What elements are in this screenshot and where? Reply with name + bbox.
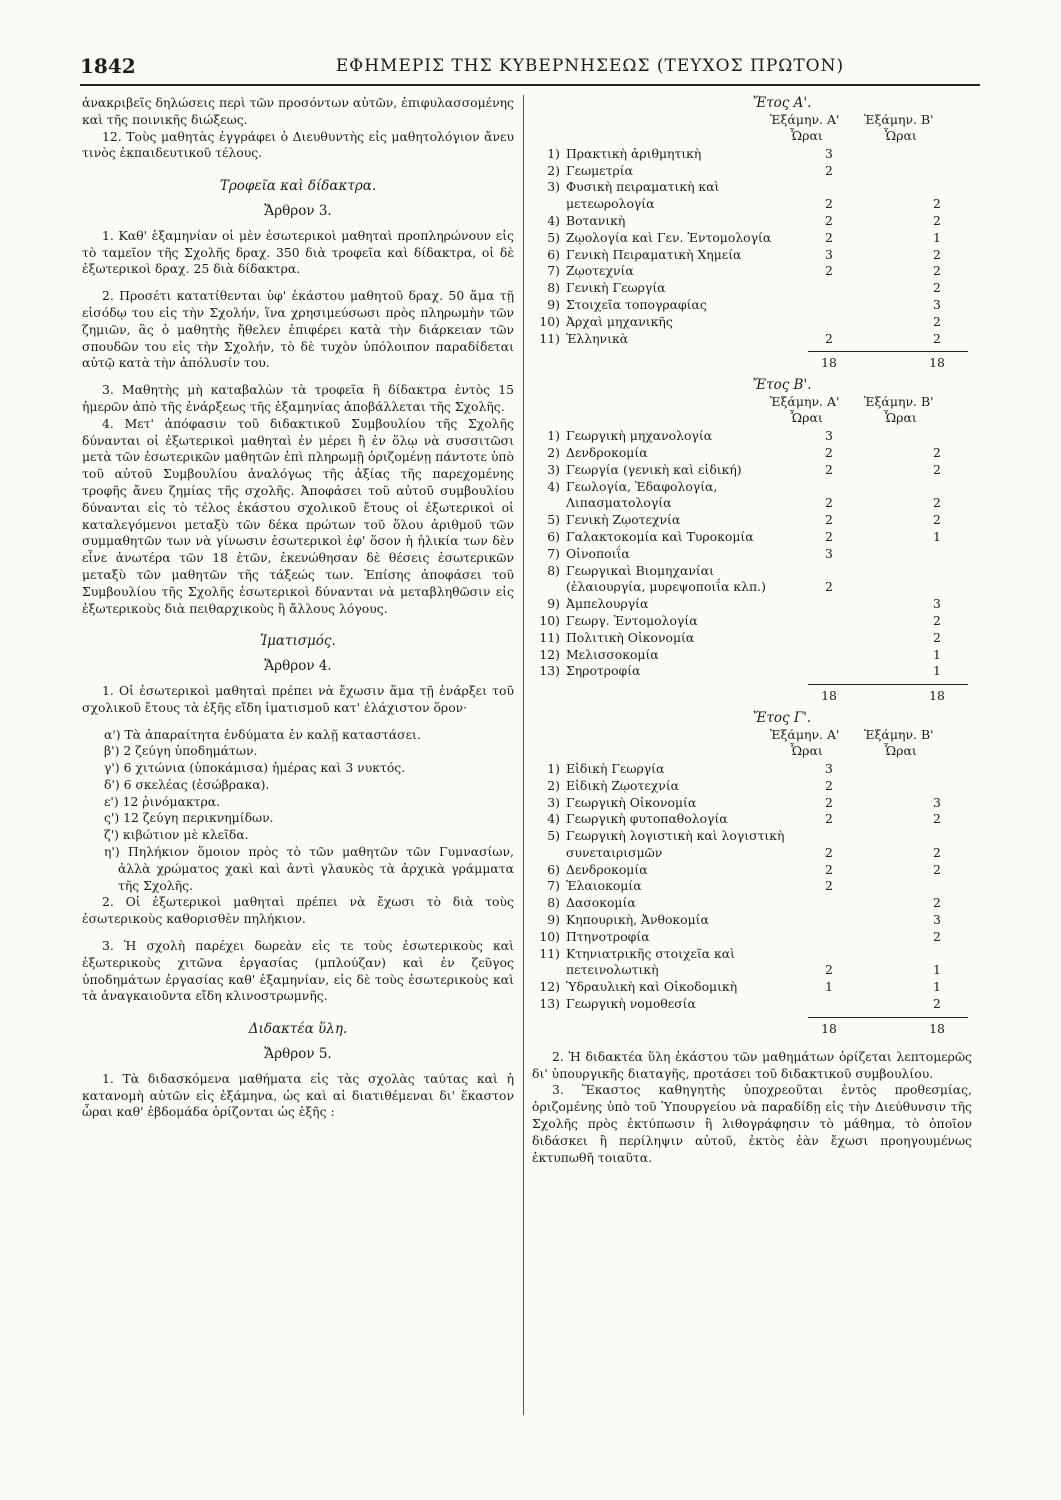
subject-name: Δενδροκομία xyxy=(566,861,648,877)
subject-name: Σηροτροφία xyxy=(566,663,641,679)
running-title: ΕΦΗΜΕΡΙΣ ΤΗΣ ΚΥΒΕΡΝΗΣΕΩΣ (ΤΕΥΧΟΣ ΠΡΩΤΟΝ) xyxy=(335,56,845,76)
hours-semester-b: 2 xyxy=(933,263,941,279)
row-number: 1) xyxy=(547,145,560,161)
total-semester-a: 18 xyxy=(821,355,837,371)
semester-b-label: Ἑξάμην. Β' xyxy=(864,394,934,410)
year-block xyxy=(532,710,972,1043)
total-semester-b: 18 xyxy=(929,688,945,704)
article-title: Ἄρθρον 3. xyxy=(264,202,332,219)
paragraph: 3. Ἡ σχολὴ παρέχει δωρεὰν εἰς τε τοὺς ἐσωτερικοὺς καὶ ἐξωτερικοὺς χιτῶνα ἐργασίας (μπλούζαν) καὶ ἐν ζεῦγος ὑποδημάτων ἐργασίας καθ' ἑξαμηνίαν, εἰς δὲ τοὺς ἐσωτερικοὺς καὶ τὰ ἀναγκαιοῦντα εἴδη κλινοστρωμνῆς. xyxy=(82,938,514,1004)
row-number: 10) xyxy=(539,313,560,329)
hours-label: Ὧραι xyxy=(790,742,823,758)
row-number: 3) xyxy=(547,461,560,477)
hours-semester-a: 2 xyxy=(825,162,833,178)
row-number: 4) xyxy=(547,478,560,494)
hours-semester-b: 2 xyxy=(933,461,941,477)
subject-name: Δενδροκομία xyxy=(566,444,648,460)
totals-row xyxy=(532,684,972,710)
paragraph: 3. Ἕκαστος καθηγητὴς ὑποχρεοῦται ἐντὸς προθεσμίας, ὁριζομένης ὑπὸ τοῦ Ὑπουργείου νὰ παραδίδῃ εἰς τὴν Διεύθυνσιν τῆς Σχολῆς πρὸς ἐκτύπωσιν ἢ λιθογράφησιν τὸ μάθημα, τὸ ὁποῖον διδάσκει ἢ περίληψιν αὐτοῦ, ἐκτὸς ἐὰν ἔχωσι προηγουμένως ἐκτυπωθῆ τοιαῦτα. xyxy=(532,1082,972,1165)
hours-semester-b: 2 xyxy=(933,196,941,212)
table-row xyxy=(532,613,972,630)
subject-name: Πολιτικὴ Οἰκονομία xyxy=(566,629,695,645)
totals-row xyxy=(532,351,972,377)
paragraph: 2. Οἱ ἐξωτερικοὶ μαθηταὶ πρέπει νὰ ἔχωσι τὸ διὰ τοὺς ἐσωτερικοὺς καθορισθὲν πηλήκιον. xyxy=(82,894,514,927)
hours-semester-a: 2 xyxy=(825,811,833,827)
hours-semester-b: 3 xyxy=(933,296,941,312)
hours-semester-a: 1 xyxy=(825,979,833,995)
row-number: 4) xyxy=(547,811,560,827)
table-row xyxy=(532,546,972,563)
hours-semester-b: 2 xyxy=(933,444,941,460)
table-row xyxy=(532,247,972,264)
row-number: 9) xyxy=(547,296,560,312)
curriculum-tables xyxy=(532,95,972,1043)
hours-semester-b: 2 xyxy=(933,512,941,528)
hours-semester-a: 2 xyxy=(825,461,833,477)
row-number: 1) xyxy=(547,760,560,776)
hours-semester-a: 2 xyxy=(825,861,833,877)
subject-name: Ἐλαιοκομία xyxy=(566,878,642,894)
row-number: 11) xyxy=(539,330,560,346)
row-number: 6) xyxy=(547,861,560,877)
subject-name: Ἀμπελουργία xyxy=(566,596,649,612)
paragraph: 3. Μαθητὴς μὴ καταβαλὼν τὰ τροφεῖα ἢ δίδακτρα ἐντὸς 15 ἡμερῶν ἀπὸ τῆς ἐνάρξεως τῆς ἑξαμηνίας ἀποβάλλεται τῆς Σχολῆς. xyxy=(82,382,514,414)
row-number: 6) xyxy=(547,246,560,262)
semester-a-label: Ἑξάμην. Α' xyxy=(770,726,840,742)
subject-name: Φυσικὴ πειραματικὴ καὶ μετεωρολογία xyxy=(566,179,720,212)
row-number: 7) xyxy=(547,545,560,561)
hours-label: Ὧραι xyxy=(884,410,917,426)
semester-b-label: Ἑξάμην. Β' xyxy=(864,111,934,127)
year-title: Ἔτος Γ'. xyxy=(752,710,812,727)
semester-header xyxy=(532,727,972,761)
semester-a-label: Ἑξάμην. Α' xyxy=(770,111,840,127)
row-number: 4) xyxy=(547,212,560,228)
hours-semester-a: 2 xyxy=(825,579,833,595)
subject-name: Ἀρχαὶ μηχανικῆς xyxy=(566,313,673,329)
paragraph: 1. Τὰ διδασκόμενα μαθήματα εἰς τὰς σχολὰς ταύτας καὶ ἡ κατανομὴ αὐτῶν εἰς ἑξάμηνα, ὡς καὶ αἱ διατιθέμεναι δι' ἕκαστον ὧραι καθ' ἑβδομάδα ὁρίζονται ὡς ἑξῆς : xyxy=(82,1070,514,1120)
table-row xyxy=(532,146,972,163)
hours-semester-b: 2 xyxy=(933,612,941,628)
table-row xyxy=(532,462,972,479)
row-number: 7) xyxy=(547,263,560,279)
hours-semester-a: 2 xyxy=(825,844,833,860)
subject-name: Γεωμετρία xyxy=(566,162,633,178)
table-row xyxy=(532,795,972,812)
row-number: 1) xyxy=(547,428,560,444)
row-number: 5) xyxy=(547,828,560,844)
year-title: Ἔτος Β'. xyxy=(752,377,812,394)
hours-label: Ὧραι xyxy=(790,410,823,426)
hours-semester-b: 3 xyxy=(933,596,941,612)
hours-label: Ὧραι xyxy=(790,127,823,143)
table-row xyxy=(532,563,972,597)
table-row xyxy=(532,929,972,946)
hours-label: Ὧραι xyxy=(884,742,917,758)
subject-name: Γεωργικὴ νομοθεσία xyxy=(566,996,696,1012)
paragraph: ἀνακριβεῖς δηλώσεις περὶ τῶν προσόντων αὐτῶν, ἐπιφυλασσομένης καὶ τῆς ποινικῆς διώξεως. xyxy=(82,95,514,127)
table-row xyxy=(532,280,972,297)
section-heading: Τροφεῖα καὶ δίδακτρα. xyxy=(219,178,377,195)
subject-name: Γενικὴ Γεωργία xyxy=(566,280,666,296)
hours-semester-b: 1 xyxy=(933,528,941,544)
row-number: 12) xyxy=(539,646,560,662)
page-number: 1842 xyxy=(80,54,136,78)
hours-semester-a: 2 xyxy=(825,212,833,228)
row-number: 13) xyxy=(539,663,560,679)
row-number: 3) xyxy=(547,794,560,810)
subject-name: Εἰδικὴ Ζῳοτεχνία xyxy=(566,777,680,793)
row-number: 8) xyxy=(547,562,560,578)
table-row xyxy=(532,979,972,996)
total-semester-a: 18 xyxy=(821,1020,837,1036)
table-row xyxy=(532,331,972,348)
subject-name: Στοιχεῖα τοπογραφίας xyxy=(566,296,707,312)
paragraph: 2. Ἡ διδακτέα ὕλη ἑκάστου τῶν μαθημάτων ὁρίζεται λεπτομερῶς δι' ὑπουργικῆς διαταγῆς, προτάσει τοῦ διδακτικοῦ συμβουλίου. xyxy=(532,1048,972,1081)
list-item: η') Πηλήκιον ὅμοιον πρὸς τὸ τῶν μαθητῶν τῶν Γυμνασίων, ἀλλὰ χρώματος χακὶ καὶ ἀντὶ γλαυκὸς τὰ ἀρχικὰ γράμματα τῆς Σχολῆς. xyxy=(104,844,514,893)
subject-name: Δασοκομία xyxy=(566,895,636,911)
hours-semester-a: 2 xyxy=(825,878,833,894)
hours-semester-b: 3 xyxy=(933,794,941,810)
hours-semester-b: 1 xyxy=(933,646,941,662)
hours-semester-a: 2 xyxy=(825,495,833,511)
section-heading: Διδακτέα ὕλη. xyxy=(248,1021,348,1038)
hours-semester-b: 1 xyxy=(933,229,941,245)
subject-name: Γαλακτοκομία καὶ Τυροκομία xyxy=(566,528,754,544)
hours-semester-a: 2 xyxy=(825,528,833,544)
table-row xyxy=(532,479,972,513)
hours-semester-a: 3 xyxy=(825,145,833,161)
row-number: 7) xyxy=(547,878,560,894)
row-number: 13) xyxy=(539,996,560,1012)
right-column xyxy=(532,95,972,1166)
paragraph: 2. Προσέτι κατατίθενται ὑφ' ἑκάστου μαθητοῦ δραχ. 50 ἅμα τῇ εἰσόδῳ του εἰς τὴν Σχολήν, ἵνα χρησιμεύσωσι πρὸς πληρωμὴν τῶν ζημιῶν, ἃς ὁ μαθητὴς ἤθελεν ἐπιφέρει κατὰ τὴν διάρκειαν τῶν σπουδῶν του εἰς τὴν Σχολήν, τὸ δὲ τυχὸν ὑπόλοιπον παραδίδεται αὐτῷ κατὰ τὴν ἀπόλυσίν του. xyxy=(82,288,514,371)
list-item: ε') 12 ῥινόμακτρα. xyxy=(104,793,221,809)
hours-semester-b: 2 xyxy=(933,246,941,262)
hours-semester-b: 2 xyxy=(933,629,941,645)
subject-name: Οἰνοποιΐα xyxy=(566,545,630,561)
paragraph: 1. Οἱ ἐσωτερικοὶ μαθηταὶ πρέπει νὰ ἔχωσιν ἅμα τῇ ἐνάρξει τοῦ σχολικοῦ ἔτους τὰ ἑξῆς εἴδη ἱματισμοῦ κατ' ἐλάχιστον ὅρον· xyxy=(82,682,514,715)
table-row xyxy=(532,946,972,980)
list-item: α') Τὰ ἀπαραίτητα ἐνδύματα ἐν καλῇ καταστάσει. xyxy=(104,726,421,742)
list-item: γ') 6 χιτώνια (ὑποκάμισα) ἡμέρας καὶ 3 νυκτός. xyxy=(104,760,406,776)
subject-name: Γεωργικὴ μηχανολογία xyxy=(566,428,713,444)
table-row xyxy=(532,878,972,895)
hours-semester-a: 2 xyxy=(825,330,833,346)
table-row xyxy=(532,263,972,280)
table-row xyxy=(532,445,972,462)
row-number: 8) xyxy=(547,895,560,911)
subject-name: Γεωργικὴ φυτοπαθολογία xyxy=(566,811,728,827)
hours-semester-b: 2 xyxy=(933,495,941,511)
row-number: 6) xyxy=(547,528,560,544)
table-row xyxy=(532,213,972,230)
row-number: 10) xyxy=(539,612,560,628)
hours-semester-b: 1 xyxy=(933,979,941,995)
hours-semester-a: 2 xyxy=(825,794,833,810)
total-semester-b: 18 xyxy=(929,1020,945,1036)
subject-name: Γεωργία (γενικὴ καὶ εἰδική) xyxy=(566,461,742,477)
hours-semester-a: 2 xyxy=(825,777,833,793)
hours-semester-b: 1 xyxy=(933,962,941,978)
table-row xyxy=(532,647,972,664)
row-number: 2) xyxy=(547,777,560,793)
list-item: ς') 12 ζεύγη περικνημίδων. xyxy=(104,810,274,826)
table-row xyxy=(532,912,972,929)
table-row xyxy=(532,811,972,828)
row-number: 5) xyxy=(547,512,560,528)
hours-semester-a: 3 xyxy=(825,760,833,776)
hours-semester-a: 2 xyxy=(825,263,833,279)
hours-semester-b: 2 xyxy=(933,330,941,346)
subject-name: Γεωργικαὶ Βιομηχανίαι (ἐλαιουργία, μυρεψοποιΐα κλπ.) xyxy=(566,562,766,595)
year-block xyxy=(532,377,972,710)
subject-name: Γεωργ. Ἐντομολογία xyxy=(566,612,698,628)
subject-name: Γεωργικὴ Οἰκονομία xyxy=(566,794,697,810)
hours-semester-a: 2 xyxy=(825,229,833,245)
row-number: 9) xyxy=(547,912,560,928)
table-row xyxy=(532,862,972,879)
hours-semester-a: 3 xyxy=(825,246,833,262)
hours-semester-b: 2 xyxy=(933,811,941,827)
totals-row xyxy=(532,1017,972,1043)
hours-semester-b: 1 xyxy=(933,663,941,679)
semester-header xyxy=(532,394,972,428)
hours-label: Ὧραι xyxy=(884,127,917,143)
row-number: 2) xyxy=(547,444,560,460)
article-title: Ἄρθρον 4. xyxy=(264,658,332,675)
table-row xyxy=(532,428,972,445)
subject-name: Ὑδραυλικὴ καὶ Οἰκοδομικὴ xyxy=(566,979,738,995)
table-row xyxy=(532,529,972,546)
subject-name: Πρακτικὴ ἀριθμητικὴ xyxy=(566,145,702,161)
row-number: 11) xyxy=(539,629,560,645)
table-row xyxy=(532,314,972,331)
hours-semester-b: 2 xyxy=(933,280,941,296)
semester-a-label: Ἑξάμην. Α' xyxy=(770,394,840,410)
page-header xyxy=(80,54,980,86)
semester-header xyxy=(532,112,972,146)
list-item: β') 2 ζεύγη ὑποδημάτων. xyxy=(104,743,258,759)
paragraph: 1. Καθ' ἑξαμηνίαν οἱ μὲν ἐσωτερικοὶ μαθηταὶ προπληρώνουν εἰς τὸ ταμεῖον τῆς Σχολῆς δραχ. 350 διὰ τροφεῖα καὶ δίδακτρα, οἱ δὲ ἐξωτερικοὶ δραχ. 25 διὰ δίδακτρα. xyxy=(82,227,514,277)
hours-semester-a: 3 xyxy=(825,428,833,444)
total-semester-a: 18 xyxy=(821,688,837,704)
year-block xyxy=(532,95,972,377)
row-number: 11) xyxy=(539,945,560,961)
hours-semester-b: 2 xyxy=(933,895,941,911)
table-row xyxy=(532,230,972,247)
subject-name: Ζῳολογία καὶ Γεν. Ἐντομολογία xyxy=(566,229,772,245)
list-item: ζ') κιβώτιον μὲ κλεῖδα. xyxy=(104,827,249,843)
totals-rule xyxy=(808,1017,968,1018)
year-title: Ἔτος Α'. xyxy=(752,95,812,111)
hours-semester-b: 3 xyxy=(933,912,941,928)
table-row xyxy=(532,163,972,180)
paragraph: 12. Τοὺς μαθητὰς ἐγγράφει ὁ Διευθυντὴς εἰς μαθητολόγιον ἄνευ τινὸς ἐκπαιδευτικοῦ τέλους. xyxy=(82,128,514,161)
hours-semester-b: 2 xyxy=(933,844,941,860)
section-heading: Ἱματισμός. xyxy=(260,633,336,650)
subject-name: Κηπουρικὴ, Ἀνθοκομία xyxy=(566,912,709,928)
subject-name: Βοτανικὴ xyxy=(566,212,626,228)
row-number: 9) xyxy=(547,596,560,612)
subject-name: Γενικὴ Ζῳοτεχνία xyxy=(566,512,681,528)
subject-name: Ἑλληνικὰ xyxy=(566,330,629,346)
row-number: 2) xyxy=(547,162,560,178)
left-column xyxy=(82,95,514,1121)
table-row xyxy=(532,179,972,213)
hours-semester-b: 2 xyxy=(933,996,941,1012)
table-row xyxy=(532,895,972,912)
totals-rule xyxy=(808,351,968,352)
hours-semester-b: 2 xyxy=(933,212,941,228)
row-number: 8) xyxy=(547,280,560,296)
subject-name: Γεωλογία, Ἐδαφολογία, Λιπασματολογία xyxy=(566,478,718,511)
table-row xyxy=(532,596,972,613)
hours-semester-b: 2 xyxy=(933,928,941,944)
hours-semester-a: 2 xyxy=(825,512,833,528)
hours-semester-b: 2 xyxy=(933,313,941,329)
table-row xyxy=(532,663,972,680)
semester-b-label: Ἑξάμην. Β' xyxy=(864,726,934,742)
table-row xyxy=(532,761,972,778)
table-row xyxy=(532,297,972,314)
column-divider xyxy=(523,95,524,1415)
totals-rule xyxy=(808,684,968,685)
total-semester-b: 18 xyxy=(929,355,945,371)
row-number: 5) xyxy=(547,229,560,245)
subject-name: Πτηνοτροφία xyxy=(566,928,650,944)
row-number: 12) xyxy=(539,979,560,995)
subject-name: Γεωργικὴ λογιστικὴ καὶ λογιστικὴ συνεταιρισμῶν xyxy=(566,828,785,860)
list-item: δ') 6 σκελέας (ἐσώβρακα). xyxy=(104,776,270,792)
table-row xyxy=(532,996,972,1013)
subject-name: Γενικὴ Πειραματικὴ Χημεία xyxy=(566,246,742,262)
table-row xyxy=(532,512,972,529)
paragraph: 4. Μετ' ἀπόφασιν τοῦ διδακτικοῦ Συμβουλίου τῆς Σχολῆς δύνανται οἱ ἐξωτερικοὶ μαθηταὶ ἐν μέρει ἢ ἐν ὅλῳ νὰ συσσιτῶσι μετὰ τῶν ἐσωτερικῶν μαθητῶν ἐπὶ πληρωμῇ ὁριζομένῃ πάντοτε ὑπὸ τοῦ αὐτοῦ Συμβουλίου ἀναλόγως τῆς ἀξίας τῆς παρεχομένης τροφῆς ἄνευ ζημίας τῆς σχολῆς. Ἀποφάσει τοῦ αὐτοῦ συμβουλίου δύνανται εἰς τὸ τέλος ἑκάστου σχολικοῦ ἔτους οἱ ἐξωτερικοὶ οἱ καταλεγόμενοι μεταξὺ τῶν δέκα πρώτων τοῦ ὅλου ἀριθμοῦ τῶν συμμαθητῶν των νὰ γίνωσιν ἐσωτερικοὶ ἐφ' ὅσον ἡ ἡλικία των δὲν εἶνε ἀνωτέρα τῶν 18 ἐτῶν, ἐκενώθησαν δὲ θέσεις ἐσωτερικῶν μεταξὺ τῶν μαθητῶν τῆς τάξεώς των. Ἐπίσης ἀποφάσει τοῦ Συμβουλίου τῆς Σχολῆς ἐσωτερικοὶ δύνανται νὰ μεταβληθῶσιν εἰς ἐξωτερικοὺς διὰ πειθαρχικοὺς ἢ ἄλλους λόγους. xyxy=(82,415,514,616)
subject-name: Κτηνιατρικῆς στοιχεῖα καὶ πετεινολωτικὴ xyxy=(566,945,736,978)
row-number: 10) xyxy=(539,928,560,944)
subject-name: Μελισσοκομία xyxy=(566,646,659,662)
article-title: Ἄρθρον 5. xyxy=(264,1046,332,1063)
table-row xyxy=(532,778,972,795)
hours-semester-a: 2 xyxy=(825,196,833,212)
subject-name: Ζῳοτεχνία xyxy=(566,263,634,279)
row-number: 3) xyxy=(547,179,560,195)
hours-semester-b: 2 xyxy=(933,861,941,877)
hours-semester-a: 3 xyxy=(825,545,833,561)
table-row xyxy=(532,630,972,647)
subject-name: Εἰδικὴ Γεωργία xyxy=(566,760,665,776)
hours-semester-a: 2 xyxy=(825,444,833,460)
hours-semester-a: 2 xyxy=(825,962,833,978)
table-row xyxy=(532,828,972,862)
